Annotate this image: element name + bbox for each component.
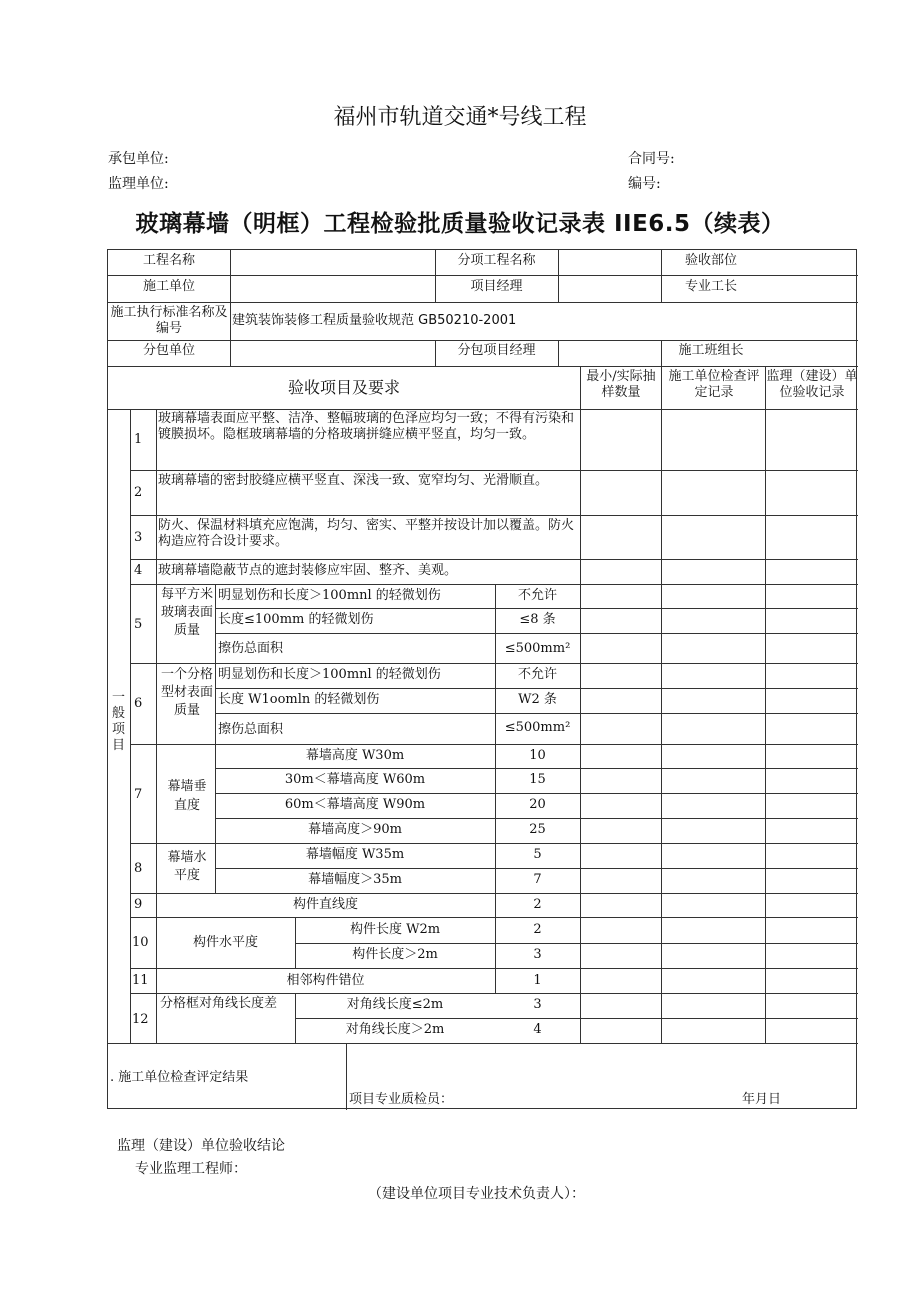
- item-6-label: 一个分格型材表面质量: [160, 667, 213, 718]
- item-8-row-2-value: 7: [533, 872, 542, 887]
- form-title: 玻璃幕墙（明框）工程检验批质量验收记录表 IIE6.5（续表）: [135, 211, 785, 237]
- item-2-no: 2: [134, 485, 143, 500]
- item-6-row-2-desc: 长度 W1oomln 的轻微划伤: [218, 692, 380, 707]
- item-6-row-3-value: ≤500mm²: [504, 720, 571, 735]
- item-10-no: 10: [132, 935, 149, 950]
- contractor-label: 承包单位:: [108, 151, 169, 167]
- supervisor-conclusion-label: 监理（建设）单位验收结论: [117, 1138, 285, 1154]
- item-5-row-1-desc: 明显划伤和长度＞100mnl 的轻微划伤: [218, 588, 441, 603]
- supervising-engineer-label: 专业监理工程师：: [135, 1161, 247, 1177]
- item-11-no: 11: [132, 973, 149, 988]
- item-9-label: 构件直线度: [292, 897, 358, 912]
- contractor-record-header: 施工单位检查评定记录: [668, 369, 760, 400]
- supervisor-label: 监理单位:: [108, 176, 169, 192]
- item-10-label: 构件水平度: [192, 935, 258, 950]
- item-10-row-2-value: 3: [533, 947, 542, 962]
- item-7-row-4-value: 25: [529, 822, 546, 837]
- owner-representative-label: （建设单位项目专业技术负责人）：: [368, 1186, 585, 1202]
- subcontractor-label: 分包单位: [142, 343, 195, 358]
- item-8-label: 幕墙水平度: [167, 850, 207, 883]
- item-10-row-1-value: 2: [533, 922, 542, 937]
- item-8-row-1-value: 5: [533, 847, 542, 862]
- sub-project-manager-label: 分包项目经理: [457, 343, 536, 358]
- item-2-text: 玻璃幕墙的密封胶缝应横平竖直、深浅一致、宽窄均匀、光滑顺直。: [158, 473, 549, 488]
- item-5-row-3-value: ≤500mm²: [504, 641, 571, 656]
- item-6-row-1-value: 不允许: [517, 667, 557, 682]
- item-7-row-2-value: 15: [529, 772, 546, 787]
- serial-no-label: 编号:: [628, 176, 661, 192]
- requirements-header: 验收项目及要求: [287, 378, 400, 397]
- item-12-row-2-value: 4: [533, 1022, 542, 1037]
- sample-qty-header: 最小/实际抽样数量: [586, 369, 656, 400]
- item-3-text: 防火、保温材料填充应饱满，均匀、密实、平整并按设计加以覆盖。防火构造应符合设计要求。: [158, 518, 575, 549]
- item-12-label: 分格框对角线长度差: [160, 996, 278, 1011]
- item-7-no: 7: [134, 787, 143, 802]
- item-5-row-1-value: 不允许: [517, 588, 557, 603]
- item-1-no: 1: [134, 432, 143, 447]
- item-10-row-2-desc: 构件长度＞2m: [352, 947, 438, 962]
- contractor-result-label: . 施工单位检查评定结果: [110, 1070, 249, 1085]
- item-12-row-2-desc: 对角线长度＞2m: [345, 1022, 445, 1037]
- item-7-row-1-desc: 幕墙高度 W30m: [305, 748, 405, 763]
- contract-no-label: 合同号:: [628, 151, 675, 167]
- item-6-no: 6: [134, 696, 143, 711]
- project-manager-label: 项目经理: [470, 279, 523, 294]
- item-8-row-2-desc: 幕墙幅度＞35m: [308, 872, 402, 887]
- team-leader-label: 施工班组长: [678, 343, 744, 358]
- item-7-row-4-desc: 幕墙高度＞90m: [308, 822, 402, 837]
- sub-project-name-label: 分项工程名称: [457, 253, 536, 268]
- item-1-text: 玻璃幕墙表面应平整、洁净、整幅玻璃的色泽应均匀一致；不得有污染和镀膜损坏。隐框玻璃幕墙的分格玻璃拼缝应横平竖直，均匀一致。: [158, 411, 575, 442]
- item-7-row-2-desc: 30m＜幕墙高度 W60m: [284, 772, 426, 787]
- quality-inspector-label: 项目专业质检员：: [349, 1092, 454, 1107]
- item-6-row-2-value: W2 条: [518, 692, 557, 707]
- category-label: 一般项目: [112, 690, 126, 753]
- item-8-no: 8: [134, 861, 143, 876]
- item-12-row-1-value: 3: [533, 997, 542, 1012]
- standard-label: 施工执行标准名称及编号: [110, 305, 228, 336]
- standard-value: 建筑装饰装修工程质量验收规范 GB50210-2001: [232, 313, 517, 328]
- item-12-row-1-desc: 对角线长度≤2m: [346, 997, 444, 1012]
- inspection-table: [107, 249, 857, 1109]
- item-5-label: 每平方米玻璃表面质量: [160, 587, 213, 638]
- item-5-no: 5: [134, 617, 143, 632]
- item-9-no: 9: [134, 897, 143, 912]
- inspection-location-label: 验收部位: [684, 253, 737, 268]
- result-date-label: 年月日: [742, 1092, 782, 1107]
- item-12-no: 12: [132, 1012, 149, 1027]
- foreman-label: 专业工长: [684, 279, 737, 294]
- project-title: 福州市轨道交通*号线工程: [333, 105, 587, 130]
- item-11-value: 1: [533, 973, 542, 988]
- item-7-row-3-desc: 60m＜幕墙高度 W90m: [284, 797, 426, 812]
- project-name-label: 工程名称: [142, 253, 195, 268]
- item-6-row-3-desc: 擦伤总面积: [218, 722, 284, 737]
- item-3-no: 3: [134, 530, 143, 545]
- item-10-row-1-desc: 构件长度 W2m: [349, 922, 441, 937]
- item-5-row-3-desc: 擦伤总面积: [218, 641, 284, 656]
- item-7-row-3-value: 20: [529, 797, 546, 812]
- item-11-label: 相邻构件错位: [286, 973, 365, 988]
- supervisor-record-header: 监理（建设）单位验收记录: [766, 369, 858, 400]
- construction-unit-label: 施工单位: [142, 279, 195, 294]
- item-4-no: 4: [134, 563, 143, 578]
- item-9-value: 2: [533, 897, 542, 912]
- item-4-text: 玻璃幕墙隐蔽节点的遮封装修应牢固、整齐、美观。: [158, 563, 458, 578]
- item-7-label: 幕墙垂直度: [167, 779, 207, 813]
- item-6-row-1-desc: 明显划伤和长度＞100mnl 的轻微划伤: [218, 667, 441, 682]
- item-5-row-2-value: ≤8 条: [519, 612, 556, 627]
- item-5-row-2-desc: 长度≤100mm 的轻微划伤: [218, 612, 374, 627]
- item-7-row-1-value: 10: [529, 748, 546, 763]
- item-8-row-1-desc: 幕墙幅度 W35m: [305, 847, 405, 862]
